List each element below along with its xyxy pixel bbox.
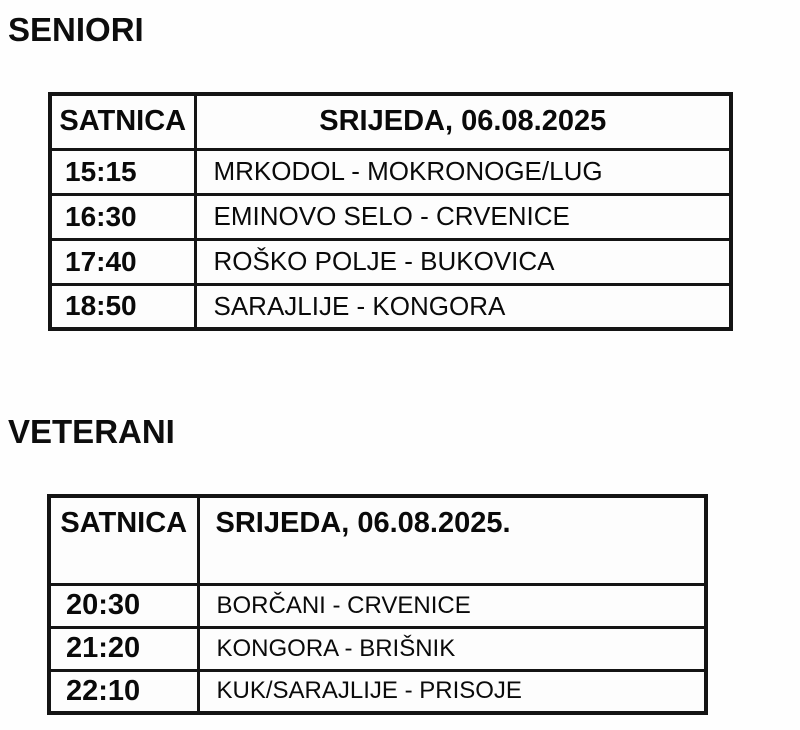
- match-cell: BORČANI - CRVENICE: [198, 584, 706, 627]
- time-cell: 18:50: [50, 284, 195, 329]
- header-satnica: SATNICA: [49, 496, 198, 584]
- header-date: SRIJEDA, 06.08.2025.: [198, 496, 706, 584]
- table-row: [50, 194, 731, 239]
- match-cell: KUK/SARAJLIJE - PRISOJE: [198, 670, 706, 713]
- time-cell: 20:30: [49, 584, 198, 627]
- match-cell: SARAJLIJE - KONGORA: [195, 284, 731, 329]
- match-cell: KONGORA - BRIŠNIK: [198, 627, 706, 670]
- table-row: [50, 239, 731, 284]
- match-cell: EMINOVO SELO - CRVENICE: [195, 194, 731, 239]
- seniori-schedule-table: [48, 92, 733, 331]
- time-cell: 22:10: [49, 670, 198, 713]
- table-row: [50, 149, 731, 194]
- match-cell: ROŠKO POLJE - BUKOVICA: [195, 239, 731, 284]
- table-header-row: [49, 496, 706, 584]
- time-cell: 21:20: [49, 627, 198, 670]
- table-row: [49, 584, 706, 627]
- table-header-row: [50, 94, 731, 149]
- table-row: [49, 670, 706, 713]
- header-date: SRIJEDA, 06.08.2025: [195, 94, 731, 149]
- header-satnica: SATNICA: [50, 94, 195, 149]
- time-cell: 16:30: [50, 194, 195, 239]
- section-title-seniori: SENIORI: [8, 11, 144, 48]
- table-row: [50, 284, 731, 329]
- table-row: [49, 627, 706, 670]
- time-cell: 17:40: [50, 239, 195, 284]
- time-cell: 15:15: [50, 149, 195, 194]
- veterani-schedule-table: [47, 494, 708, 715]
- section-title-veterani: VETERANI: [8, 413, 175, 450]
- match-cell: MRKODOL - MOKRONOGE/LUG: [195, 149, 731, 194]
